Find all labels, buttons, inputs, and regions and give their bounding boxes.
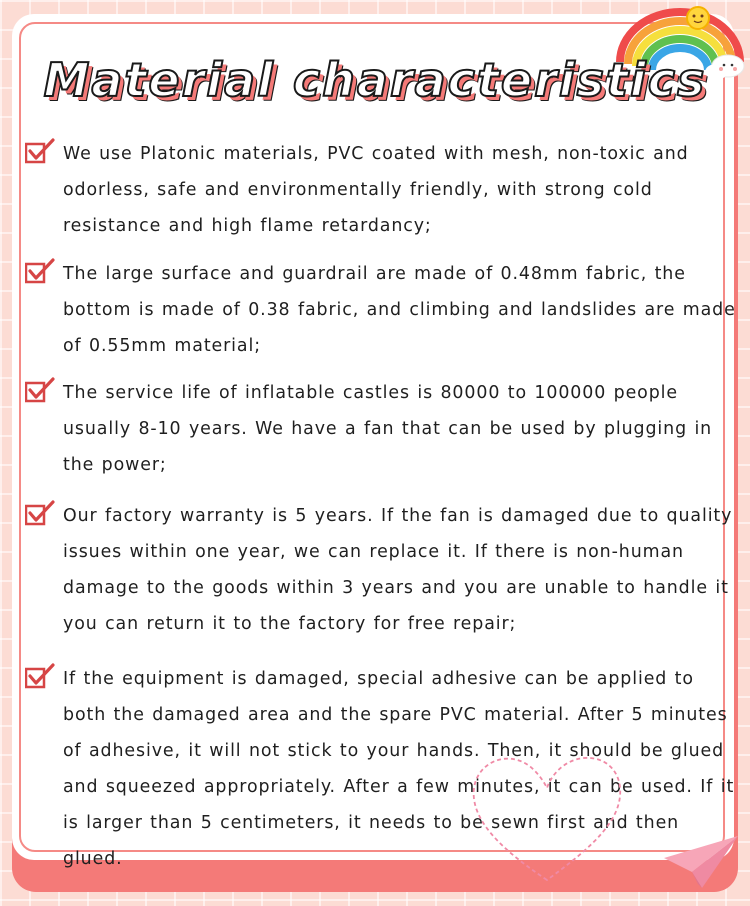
item-text: The service life of inflatable castles is 80000 to 100000 people usually 8-10 years. We have a fan that can be used by plugging in the power;	[63, 383, 713, 475]
heart-icon	[462, 740, 632, 890]
item-text: The large surface and guardrail are made of 0.48mm fabric, the bottom is made of 0.38 fabric, and climbing and landslides are made of 0.55mm material;	[63, 264, 736, 356]
list-item	[25, 136, 740, 244]
paper-plane-icon	[662, 832, 742, 892]
checkbox-checked-icon	[25, 377, 55, 403]
checkbox-checked-icon	[25, 138, 55, 164]
page-title: Material characteristics	[43, 53, 707, 107]
list-item	[25, 256, 740, 364]
item-text: Our factory warranty is 5 years. If the fan is damaged due to quality issues within one year, we can replace it. If there is non-human damage to the goods within 3 years and you are unable to handle it you can return it to the factory for free repair;	[63, 506, 733, 634]
list-item	[25, 661, 740, 877]
item-text: We use Platonic materials, PVC coated with mesh, non-toxic and odorless, safe and environmentally friendly, with strong cold resistance and high flame retardancy;	[63, 144, 689, 236]
list-item	[25, 375, 740, 483]
checkbox-checked-icon	[25, 500, 55, 526]
item-text: If the equipment is damaged, special adhesive can be applied to both the damaged area and the spare PVC material. After 5 minutes of adhesive, it will not stick to your hands. Then, it should be glued and squeezed appropriately. After a few minutes, it can be used. If it is larger than 5 centimeters, it needs to be sewn first and then glued.	[63, 669, 735, 869]
list-item	[25, 498, 740, 642]
checkbox-checked-icon	[25, 258, 55, 284]
checkbox-checked-icon	[25, 663, 55, 689]
